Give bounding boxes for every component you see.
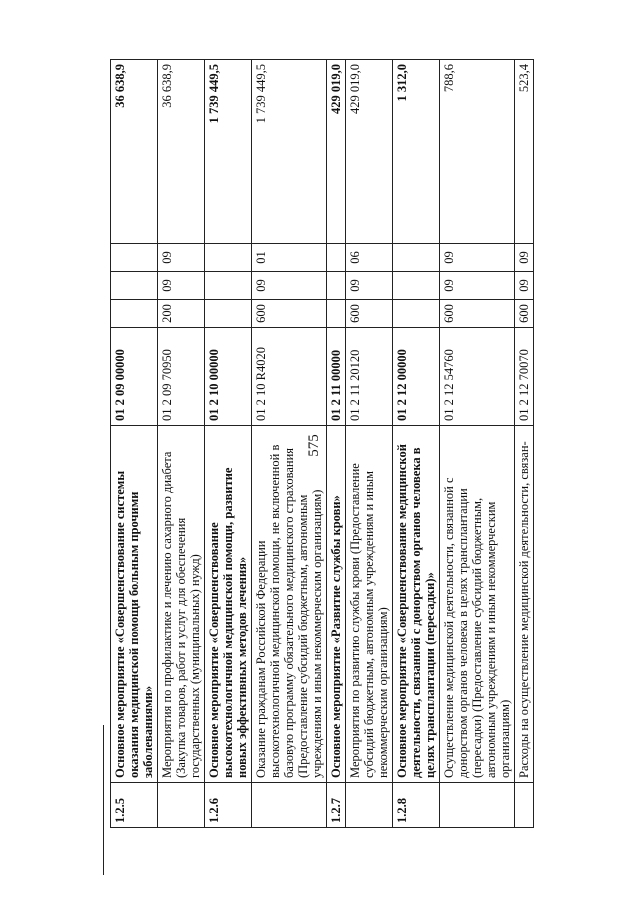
budget-table-rotated (110, 60, 640, 828)
row-number (158, 783, 205, 828)
row-number (440, 783, 515, 828)
row-code: 01 2 09 70950 (158, 328, 205, 426)
row-name: Расходы на осуществление медицинской деятельности, связан- (515, 426, 534, 783)
table-row (252, 60, 327, 828)
table-row (515, 60, 534, 828)
row-vr (393, 300, 440, 328)
table-row (346, 60, 393, 828)
row-number: 1.2.7 (327, 783, 346, 828)
row-code: 01 2 12 54760 (440, 328, 515, 426)
row-name: Оказание гражданам Российской Федерации высокотехнологичной медицинской помощи, не включенной в базовую программу обязательного медицинского страхования (Предоставление субсидий бюджетным, автономным учреждениям и иным некоммерческим организациям) (252, 426, 327, 783)
row-code: 01 2 10 R4020 (252, 328, 327, 426)
row-code: 01 2 10 00000 (205, 328, 252, 426)
row-pr: 09 (440, 244, 515, 272)
row-sum: 429 019,0 (327, 60, 346, 244)
row-pr (327, 244, 346, 272)
row-name: Мероприятия по развитию службы крови (Предоставление субсидий бюджетным, автономным учреждениям и иным некоммерческим организациям) (346, 426, 393, 783)
row-vr (111, 300, 158, 328)
row-sum: 1 739 449,5 (252, 60, 327, 244)
row-rz: 09 (346, 272, 393, 300)
row-sum: 1 739 449,5 (205, 60, 252, 244)
row-name: Мероприятия по профилактике и лечению сахарного диабета (Закупка товаров, работ и услуг для обеспечения государственных (муниципальных) нужд) (158, 426, 205, 783)
row-sum: 36 638,9 (111, 60, 158, 244)
row-number (346, 783, 393, 828)
row-pr: 06 (346, 244, 393, 272)
row-name: Основное мероприятие «Развитие службы крови» (327, 426, 346, 783)
table-row (327, 60, 346, 828)
row-sum: 36 638,9 (158, 60, 205, 244)
table-row (393, 60, 440, 828)
footnote-separator (103, 725, 104, 875)
row-vr: 200 (158, 300, 205, 328)
row-sum: 523,4 (515, 60, 534, 244)
row-pr (393, 244, 440, 272)
row-rz: 09 (252, 272, 327, 300)
row-number: 1.2.8 (393, 783, 440, 828)
row-number: 1.2.5 (111, 783, 158, 828)
row-sum: 429 019,0 (346, 60, 393, 244)
row-number: 1.2.6 (205, 783, 252, 828)
row-sum: 788,6 (440, 60, 515, 244)
table-row (158, 60, 205, 828)
table-row (440, 60, 515, 828)
row-name: Основное мероприятие «Совершенствование медицинской деятельности, связанной с донорством органов человека в целях трансплантации (пересадки)» (393, 426, 440, 783)
row-rz: 09 (515, 272, 534, 300)
row-name: Основное мероприятие «Совершенствование высокотехнологичной медицинской помощи, развитие новых эффективных методов лечения» (205, 426, 252, 783)
row-rz: 09 (440, 272, 515, 300)
row-rz (327, 272, 346, 300)
table-row (111, 60, 158, 828)
row-number (515, 783, 534, 828)
row-rz (393, 272, 440, 300)
row-code: 01 2 12 00000 (393, 328, 440, 426)
row-sum: 1 312,0 (393, 60, 440, 244)
row-pr: 09 (515, 244, 534, 272)
row-code: 01 2 09 00000 (111, 328, 158, 426)
row-vr (205, 300, 252, 328)
row-pr: 01 (252, 244, 327, 272)
row-pr (205, 244, 252, 272)
row-vr: 600 (440, 300, 515, 328)
row-code: 01 2 12 70070 (515, 328, 534, 426)
row-pr: 09 (158, 244, 205, 272)
row-rz (205, 272, 252, 300)
row-vr: 600 (346, 300, 393, 328)
row-vr: 600 (252, 300, 327, 328)
row-rz: 09 (158, 272, 205, 300)
table-row (205, 60, 252, 828)
row-vr (327, 300, 346, 328)
row-name: Осуществление медицинской деятельности, связанной с донорством органов человека в целях трансплантации (пересадки) (Предоставление субсидий бюджетным, автономным учреждениям и иным некоммерческим организациям) (440, 426, 515, 783)
page-number: 575 (305, 434, 322, 457)
row-rz (111, 272, 158, 300)
row-code: 01 2 11 20120 (346, 328, 393, 426)
budget-table (110, 59, 534, 828)
row-pr (111, 244, 158, 272)
row-name: Основное мероприятие «Совершенствование системы оказания медицинской помощи больным прочими заболеваниями» (111, 426, 158, 783)
row-code: 01 2 11 00000 (327, 328, 346, 426)
row-vr: 600 (515, 300, 534, 328)
row-number (252, 783, 327, 828)
